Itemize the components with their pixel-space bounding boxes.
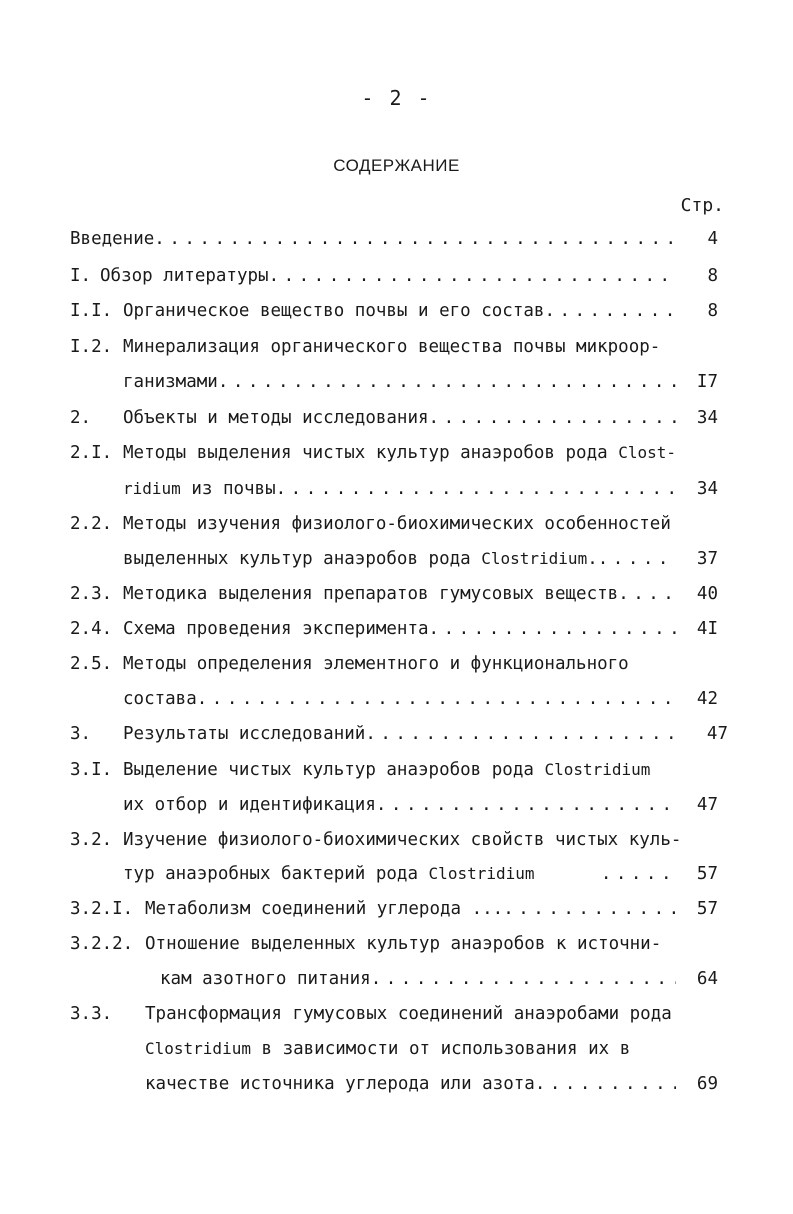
toc-entry-3-1-cont — [0, 792, 793, 818]
toc-entry-1-2 — [0, 334, 793, 360]
toc-entry-text: Методы выделения чистых культур анаэробов рода — [123, 443, 619, 463]
toc-entry-text: Схема проведения эксперимента — [123, 619, 429, 639]
toc-entry-3-2-2 — [0, 931, 793, 957]
toc-entry-1-2-cont — [0, 369, 793, 395]
toc-entry-2-1 — [0, 440, 793, 466]
toc-entry-number: 3.I. — [70, 760, 113, 780]
toc-entry-2-1-cont — [0, 476, 793, 502]
dot-leader: ..... — [600, 864, 676, 884]
dot-leader — [503, 896, 676, 922]
toc-entry-text: . — [587, 549, 598, 569]
toc-entry-text: их отбор и идентификация — [123, 795, 376, 815]
toc-entry-number: I. — [70, 266, 92, 286]
dot-leader — [598, 546, 676, 572]
toc-entry-text: качестве источника углерода или азота — [145, 1074, 535, 1094]
toc-entry-text: Методы изучения физиолого-биохимических особенностей — [123, 514, 671, 534]
toc-entry-page: 57 — [696, 864, 718, 884]
toc-entry-page: 37 — [696, 549, 718, 569]
page-title: СОДЕРЖАНИЕ — [333, 156, 460, 175]
toc-entry-page: 57 — [696, 899, 718, 919]
toc-entry-2-4 — [0, 616, 793, 642]
toc-entry-number: 2.I. — [70, 443, 113, 463]
toc-entry-text: из почвы — [180, 479, 276, 499]
toc-entry-1-1 — [0, 298, 793, 324]
toc-entry-page: 42 — [696, 689, 718, 709]
toc-entry-page: 47 — [696, 795, 718, 815]
toc-entry-number: 2.2. — [70, 514, 113, 534]
toc-entry-2-5 — [0, 651, 793, 677]
toc-entry-page: 34 — [696, 408, 718, 428]
toc-entry-1 — [0, 263, 793, 289]
dot-leader — [276, 476, 676, 502]
toc-entry-number: 3.2. — [70, 830, 113, 850]
toc-entry-text: Выделение чистых культур анаэробов рода — [123, 760, 545, 780]
dot-leader — [429, 616, 676, 642]
toc-entry-text: Обзор литературы — [100, 266, 269, 286]
dot-leader — [376, 792, 676, 818]
toc-entry-number: 3.2.I. — [70, 899, 134, 919]
toc-entry-text: ганизмами — [123, 372, 218, 392]
dot-leader — [535, 1071, 676, 1097]
genus-name: ridium — [123, 479, 181, 498]
toc-entry-2-3 — [0, 581, 793, 607]
toc-entry-number: 2.4. — [70, 619, 113, 639]
toc-entry-page: 47 — [706, 724, 728, 744]
dot-leader — [429, 405, 676, 431]
dot-leader — [269, 263, 676, 289]
toc-entry-3-2-1 — [0, 896, 793, 922]
genus-name: Clostridium — [145, 1039, 251, 1058]
toc-entry-3-2-cont — [0, 861, 793, 887]
toc-entry-3-3-cont1 — [0, 1036, 793, 1062]
toc-entry-number: I.I. — [70, 301, 113, 321]
toc-entry-text: Методика выделения препаратов гумусовых веществ — [123, 584, 619, 604]
toc-entry-text: выделенных культур анаэробов рода — [123, 549, 482, 569]
toc-entry-page: 8 — [707, 266, 718, 286]
toc-entry-text: состава — [123, 689, 197, 709]
toc-entry-2-5-cont — [0, 686, 793, 712]
toc-entry-3-1 — [0, 757, 793, 783]
dot-leader — [365, 721, 676, 747]
toc-entry-text: Методы определения элементного и функционального — [123, 654, 629, 674]
toc-entry-2-2 — [0, 511, 793, 537]
toc-entry-3-3 — [0, 1001, 793, 1027]
toc-entry-page: 40 — [696, 584, 718, 604]
toc-entry-text: Результаты исследований — [123, 724, 366, 744]
toc-entry-text: в зависимости от использования их в — [250, 1039, 631, 1059]
dot-leader — [218, 369, 676, 395]
toc-entry-number: 2. — [70, 408, 92, 428]
toc-entry-text: Метаболизм соединений углерода ... — [145, 899, 504, 919]
genus-name: Clostridium — [481, 549, 588, 568]
toc-entry-2-2-cont — [0, 546, 793, 572]
toc-entry-3-2 — [0, 827, 793, 853]
toc-entry-number: I.2. — [70, 337, 113, 357]
dot-leader — [154, 226, 676, 252]
toc-entry-number: 2.5. — [70, 654, 113, 674]
toc-entry-text: Введение — [70, 229, 155, 249]
dot-leader — [371, 966, 676, 992]
toc-entry-3-2-2-cont — [0, 966, 793, 992]
genus-name: Clost- — [618, 443, 676, 462]
toc-entry-number: 2.3. — [70, 584, 113, 604]
toc-entry-page: 4 — [707, 229, 718, 249]
toc-entry-3 — [0, 721, 793, 747]
toc-entry-2 — [0, 405, 793, 431]
toc-entry-page: I7 — [696, 372, 718, 392]
toc-entry-page: 34 — [696, 479, 718, 499]
toc-entry-number: 3.2.2. — [70, 934, 134, 954]
page-number: - 2 - — [361, 86, 432, 110]
toc-entry-page: 4I — [696, 619, 718, 639]
toc-entry-text: Отношение выделенных культур анаэробов к источни- — [145, 934, 662, 954]
toc-entry-page: 69 — [696, 1074, 718, 1094]
toc-entry-page: 64 — [696, 969, 718, 989]
toc-entry-number: 3. — [70, 724, 92, 744]
page-column-header: Стр. — [680, 195, 724, 216]
genus-name: Clostridium — [544, 760, 651, 779]
toc-entry-3-3-cont2 — [0, 1071, 793, 1097]
toc-entry-text: Изучение физиолого-биохимических свойств чистых куль- — [123, 830, 682, 850]
toc-entry-text: тур анаэробных бактерий рода — [123, 864, 429, 884]
toc-entry-text: Минерализация органического вещества почвы микроор- — [123, 337, 661, 357]
toc-entry-text: Объекты и методы исследования — [123, 408, 429, 428]
toc-entry-page: 8 — [707, 301, 718, 321]
dot-leader — [197, 686, 676, 712]
toc-entry-text: Трансформация гумусовых соединений анаэробами рода — [145, 1004, 672, 1024]
dot-leader — [544, 298, 676, 324]
genus-name: Clostridium — [428, 864, 535, 883]
toc-entry-number: 3.3. — [70, 1004, 113, 1024]
toc-entry-text: кам азотного питания — [160, 969, 371, 989]
toc-entry-text: Органическое вещество почвы и его состав — [123, 301, 545, 321]
toc-entry-intro — [0, 226, 793, 252]
